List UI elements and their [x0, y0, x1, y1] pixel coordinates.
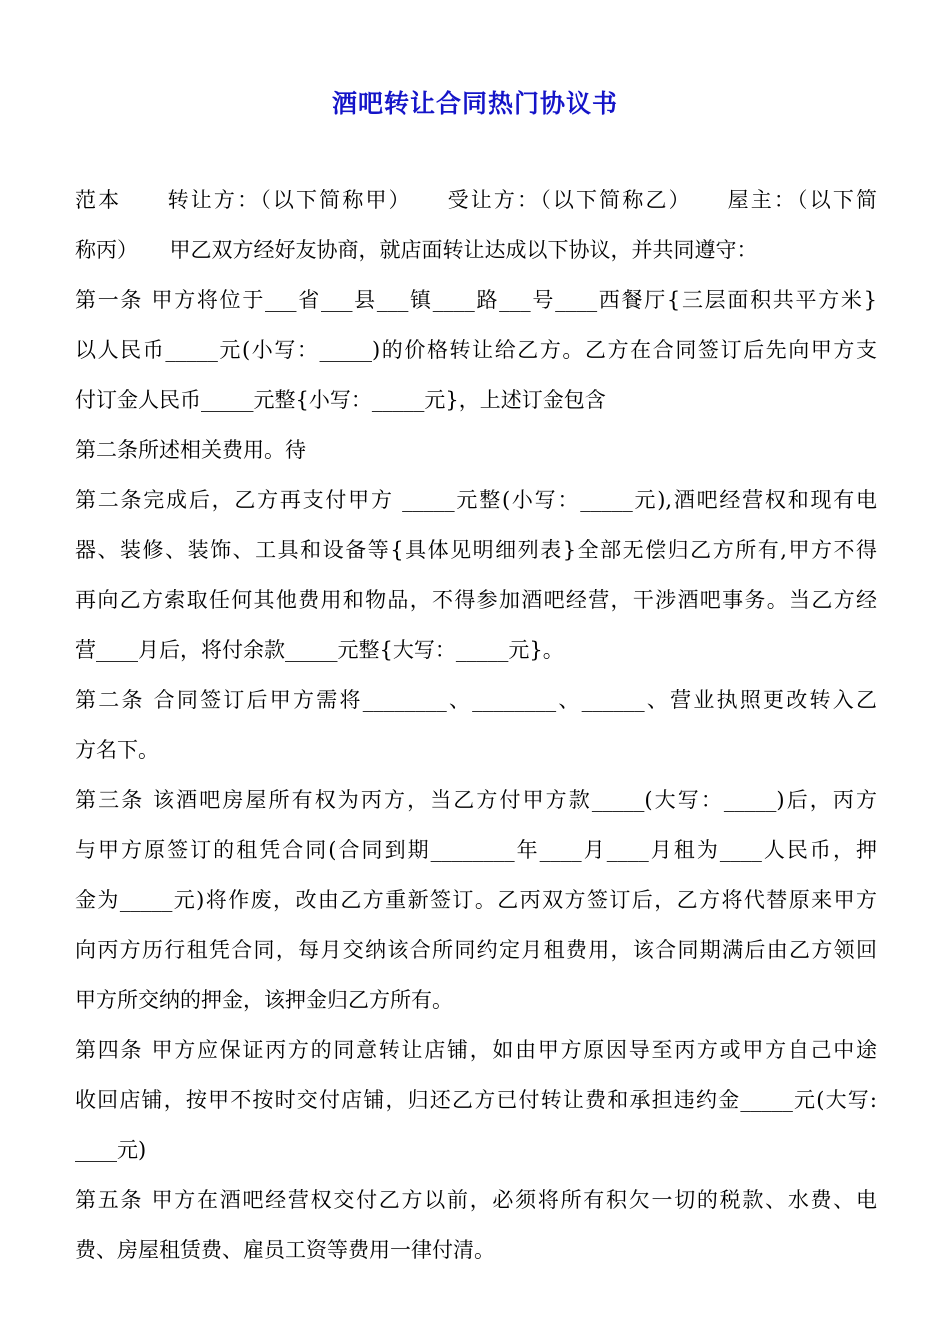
text-line: ____元) — [75, 1138, 147, 1162]
text-line: 方名下。 — [75, 738, 159, 762]
text-line: 称丙） 甲乙双方经好友协商，就店面转让达成以下协议，并共同遵守： — [75, 238, 758, 262]
text-line: 第一条 甲方将位于___省___县___镇____路___号____西餐厅{三层面积共平方米} — [75, 288, 877, 312]
text-line: 金为_____元)将作废，改由乙方重新签订。乙丙双方签订后，乙方将代替原来甲方 — [75, 888, 877, 912]
text-line: 第二条完成后，乙方再支付甲方 _____元整(小写：_____元),酒吧经营权和现有电 — [75, 488, 877, 512]
text-line: 范本 转让方：（以下简称甲） 受让方：（以下简称乙） 屋主：（以下简 — [75, 188, 877, 212]
text-line: 第三条 该酒吧房屋所有权为丙方，当乙方付甲方款_____(大写：_____)后，丙方 — [75, 788, 877, 812]
text-line: 甲方所交纳的押金，该押金归乙方所有。 — [75, 988, 453, 1012]
text-line: 第二条 合同签订后甲方需将________、________、______、营业执照更改转入乙 — [75, 688, 877, 712]
text-line: 费、房屋租赁费、雇员工资等费用一律付清。 — [75, 1238, 495, 1262]
text-line: 第二条所述相关费用。待 — [75, 438, 306, 462]
document-title: 酒吧转让合同热门协议书 — [331, 89, 618, 118]
text-line: 向丙方历行租凭合同，每月交纳该合所同约定月租费用，该合同期满后由乙方领回 — [75, 938, 877, 962]
text-line: 器、装修、装饰、工具和设备等{具体见明细列表}全部无偿归乙方所有,甲方不得 — [75, 538, 877, 562]
text-line: 与甲方原签订的租凭合同(合同到期________年____月____月租为____人民币，押 — [75, 838, 877, 862]
text-line: 收回店铺，按甲不按时交付店铺，归还乙方已付转让费和承担违约金_____元(大写: — [75, 1088, 877, 1112]
text-line: 第四条 甲方应保证丙方的同意转让店铺，如由甲方原因导至丙方或甲方自己中途 — [75, 1038, 877, 1062]
text-line: 第五条 甲方在酒吧经营权交付乙方以前，必须将所有积欠一切的税款、水费、电 — [75, 1188, 877, 1212]
text-line: 再向乙方索取任何其他费用和物品，不得参加酒吧经营，干涉酒吧事务。当乙方经 — [75, 588, 877, 612]
text-line: 营____月后，将付余款_____元整{大写：_____元}。 — [75, 638, 564, 662]
text-line: 以人民币_____元(小写：_____)的价格转让给乙方。乙方在合同签订后先向甲方支 — [75, 338, 877, 362]
text-line: 付订金人民币_____元整{小写：_____元}，上述订金包含 — [75, 388, 606, 412]
